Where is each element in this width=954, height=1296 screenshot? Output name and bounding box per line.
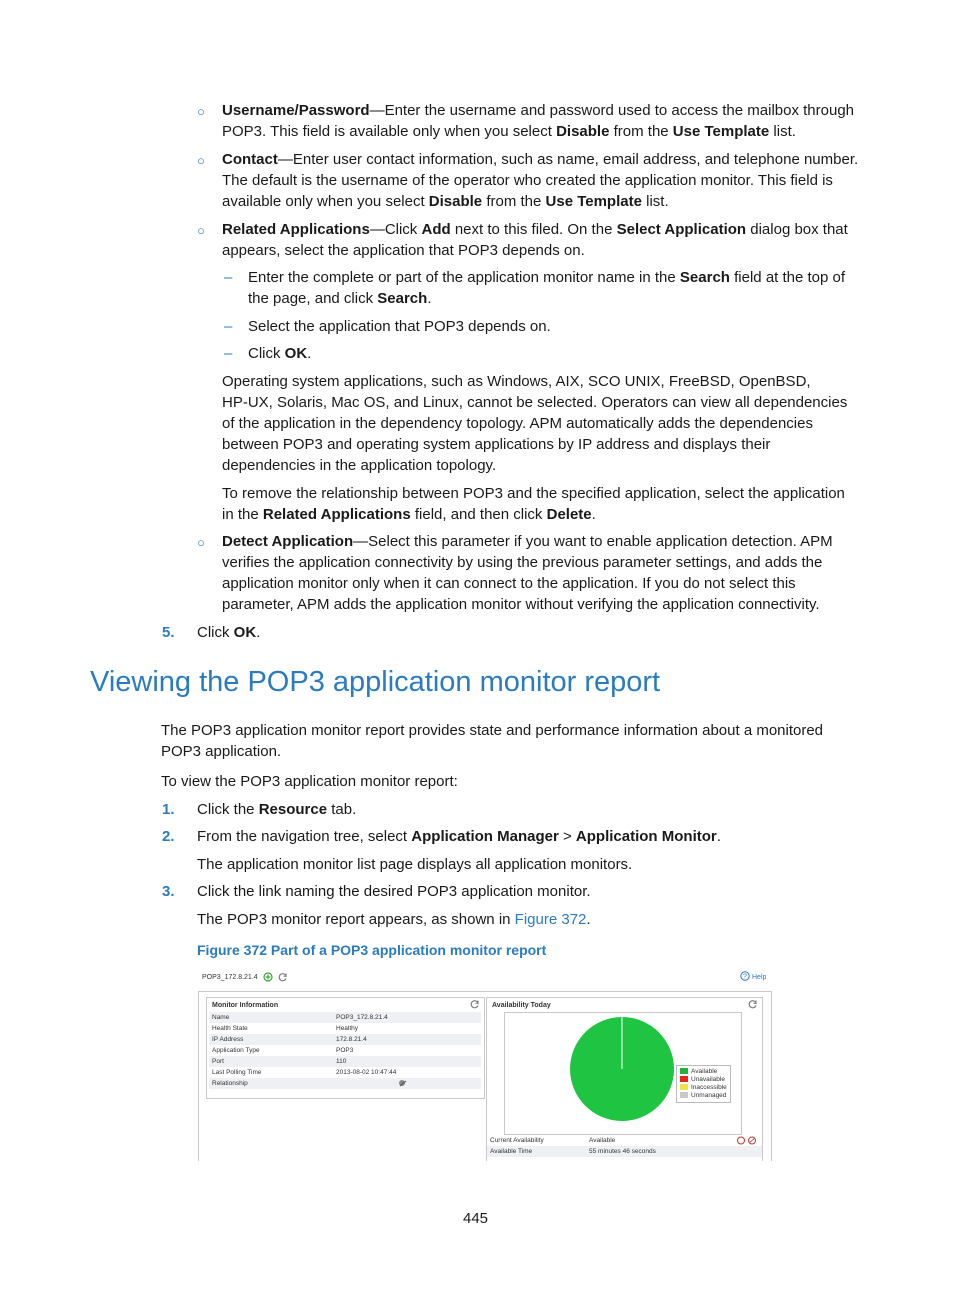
bullet-circle-icon: ○ [197,535,205,550]
figure-caption: Figure 372 Part of a POP3 application monitor report [197,942,547,958]
to-view-text: To view the POP3 application monitor report: [161,773,458,790]
svg-text:?: ? [743,973,747,981]
step-number: 2. [162,828,175,845]
legend-item: Available [680,1068,727,1076]
step-3-note: The POP3 monitor report appears, as shown in Figure 372. [197,911,591,928]
dash-bullet-icon: – [224,345,233,362]
legend-swatch [680,1092,688,1098]
chart-legend [676,1065,731,1103]
table-row: Available Time 55 minutes 46 seconds [487,1146,762,1157]
sub-item-ok: Click OK. [248,345,312,362]
panel-title: Monitor Information [212,1002,279,1009]
refresh-icon[interactable] [278,972,288,982]
step-5: Click OK. [197,624,261,641]
table-row: IP Address 172.8.21.4 [209,1034,481,1045]
pie-chart-frame [504,1012,742,1135]
item-contact: Contact—Enter user contact information, such as name, email address, and telephone number. The default is the username of the operator who created the application monitor. This field is available only when you select Disable from the Use Template list. [222,151,859,210]
sub-item-select: Select the application that POP3 depends on. [248,318,551,335]
table-row: Name POP3_172.8.21.4 [209,1012,481,1023]
availability-table [487,1135,762,1157]
legend-item: Unmanaged [680,1092,727,1100]
figure-screenshot [198,966,770,1160]
paragraph-remove-relationship: To remove the relationship between POP3 and the specified application, select the application in the Related Applications field, and then click Delete. [222,485,845,523]
step-number: 5. [162,624,175,641]
monitor-name: POP3_172.8.21.4 [202,974,258,981]
item-related-applications: Related Applications—Click Add next to this filed. On the Select Application dialog box that appears, select the application that POP3 depends on. [222,221,848,259]
step-3: Click the link naming the desired POP3 application monitor. [197,883,591,900]
sub-item-search: Enter the complete or part of the application monitor name in the Search field at the top of the page, and click Search. [248,269,846,307]
legend-swatch [680,1068,688,1074]
dash-bullet-icon: – [224,269,233,286]
section-intro: The POP3 application monitor report provides state and performance information about a monitored POP3 application. [161,722,824,760]
step-2: From the navigation tree, select Application Manager > Application Monitor. [197,828,721,845]
legend-item: Inaccessible [680,1084,727,1092]
panel-title: Availability Today [492,1002,551,1009]
table-row: Health State Healthy [212,1025,359,1032]
dash-bullet-icon: – [224,318,233,335]
bullet-circle-icon: ○ [197,223,205,238]
bullet-circle-icon: ○ [197,153,205,168]
status-icons[interactable] [737,1136,759,1145]
table-row: Port 110 [209,1056,481,1067]
relationship-icon[interactable] [398,1079,408,1088]
legend-swatch [680,1076,688,1082]
table-row: Last Polling Time 2013-08-02 10:47:44 [212,1069,397,1076]
help-icon[interactable] [740,971,750,981]
monitor-info-table [209,1012,481,1089]
availability-pie-chart [569,1016,675,1122]
step-number: 1. [162,801,175,818]
table-row: Current Availability Available [487,1135,762,1146]
item-username: Username/Password—Enter the username and password used to access the mailbox through POP3. This field is available only when you select Disable from the Use Template list. [222,102,855,140]
item-detect-application: Detect Application—Select this parameter if you want to enable application detection. APM verifies the application connectivity by using the previous parameter settings, and adds the application monitor only when it can connect to the application. If you do not select this parameter, APM adds the application monitor without verifying the application connectivity. [222,533,833,613]
bullet-circle-icon: ○ [197,104,205,119]
step-1: Click the Resource tab. [197,801,357,818]
legend-item: Unavailable [680,1076,727,1084]
section-heading: Viewing the POP3 application monitor report [90,666,661,698]
legend-swatch [680,1084,688,1090]
refresh-icon[interactable] [748,999,758,1009]
table-row: Relationship [209,1078,481,1089]
availability-panel [486,997,763,1161]
step-number: 3. [162,883,175,900]
add-icon[interactable] [263,972,273,982]
help-link[interactable]: Help [752,974,767,981]
paragraph-os-applications: Operating system applications, such as Windows, AIX, SCO UNIX, FreeBSD, OpenBSD, HP-UX, Solaris, Mac OS, and Linux, cannot be selected. Operators can view all dependencies of the application in the dependency topology. APM automatically adds the dependencies between POP3 and operating system applications by IP address and displays their dependencies in the application topology. [222,373,848,474]
figure-link[interactable]: Figure 372 [514,911,587,928]
table-row: Application Type POP3 [212,1047,354,1054]
page-number: 445 [463,1210,489,1227]
step-2-note: The application monitor list page displays all application monitors. [197,856,633,873]
monitor-information-panel [206,997,485,1099]
refresh-icon[interactable] [470,999,480,1009]
